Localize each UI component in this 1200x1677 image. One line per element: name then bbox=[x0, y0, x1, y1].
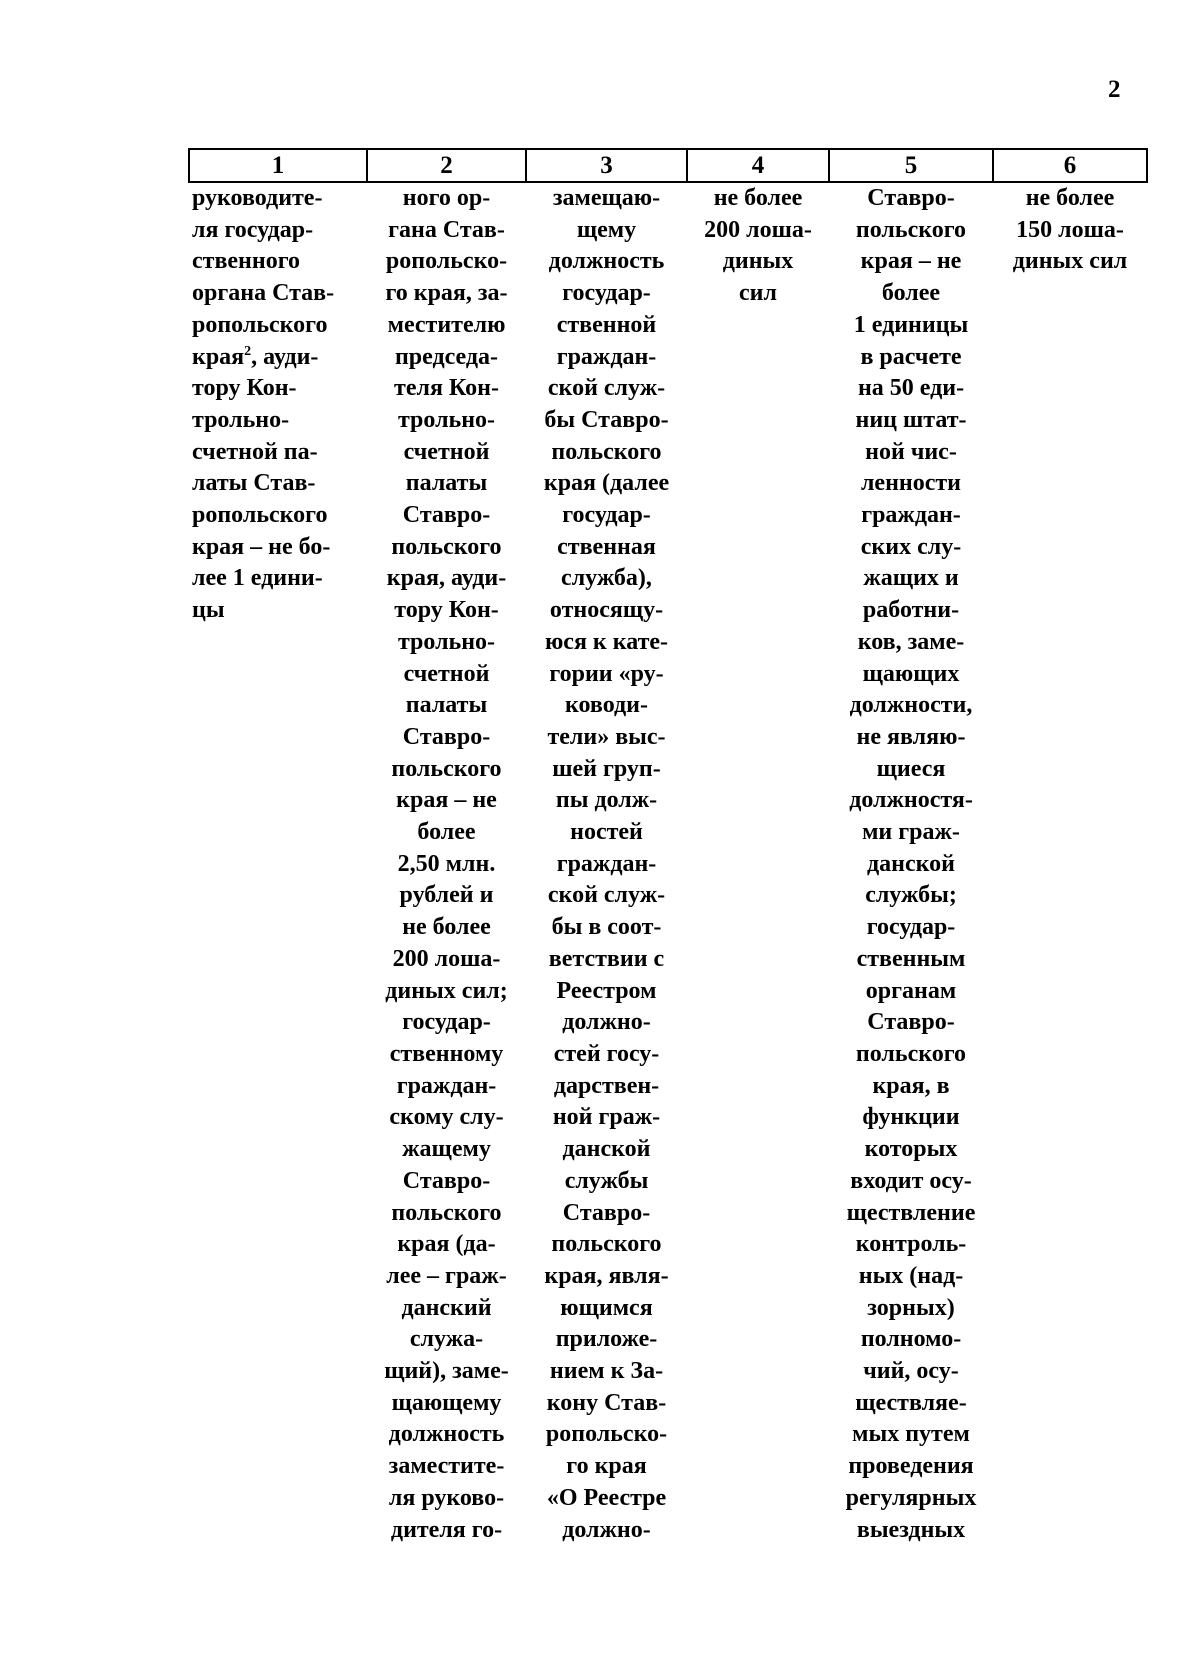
cell-col-6: не более 150 лоша- диных сил bbox=[1012, 185, 1128, 275]
cell-col-5: Ставро- польского края – не более 1 единицы в расчете на 50 еди- ниц штат- ной чис- ленности граждан- ских слу- жащих и работни- ков, заме- щающих должности, не являю- щиеся должностя- ми граж- данской службы; государ- ственным органам Ставро- польского края, в функции которых входит осу- ществление контроль- ных (над- зорных) полномо- чий, осу- ществляе- мых путем проведения регулярных выездных bbox=[845, 185, 977, 1543]
cell-col-4: не более 200 лоша- диных сил bbox=[704, 185, 812, 307]
column-header-1: 1 bbox=[189, 149, 367, 182]
column-header-5: 5 bbox=[829, 149, 993, 182]
column-header-6: 6 bbox=[993, 149, 1147, 182]
page-number: 2 bbox=[1108, 76, 1121, 103]
cell-col-1 bbox=[189, 182, 367, 1546]
table-row bbox=[189, 182, 1147, 1546]
cell-col-1-text-b: , ауди- тору Кон- трольно- счетной па- латы Став- ропольского края – не бо- лее 1 едини- цы bbox=[192, 343, 331, 624]
cell-col-1-text-a: руководите- ля государ- ственного органа Став- ропольского края bbox=[192, 185, 335, 370]
table-header-row bbox=[189, 149, 1147, 182]
column-header-3: 3 bbox=[526, 149, 687, 182]
column-header-2: 2 bbox=[367, 149, 526, 182]
cell-col-3: замещаю- щему должность государ- ственной граждан- ской служ- бы Ставро- польского края (далее государ- ственная служба), относящу- юся к кате- гории «ру- ководи- тели» выс- шей груп- пы долж- ностей граждан- ской служ- бы в соот- ветствии с Реестром должно- стей госу- дарствен- ной граж- данской службы Ставро- польского края, явля- ющимся приложе- нием к За- кону Став- ропольско- го края «О Реестре должно- bbox=[543, 185, 670, 1543]
footnote-marker: 2 bbox=[244, 343, 252, 359]
cell-col-2: ного ор- гана Став- ропольско- го края, за- местителю председа- теля Кон- трольно- счетной палаты Ставро- польского края, ауди- тору Кон- трольно- счетной палаты Ставро- польского края – не более 2,50 млн. рублей и не более 200 лоша- диных сил; государ- ственному граждан- скому слу- жащему Ставро- польского края (да- лее – граж- данский служа- щий), заме- щающему должность заместите- ля руково- дителя го- bbox=[384, 185, 509, 1543]
requirements-table bbox=[188, 148, 1148, 1546]
column-header-4: 4 bbox=[687, 149, 829, 182]
